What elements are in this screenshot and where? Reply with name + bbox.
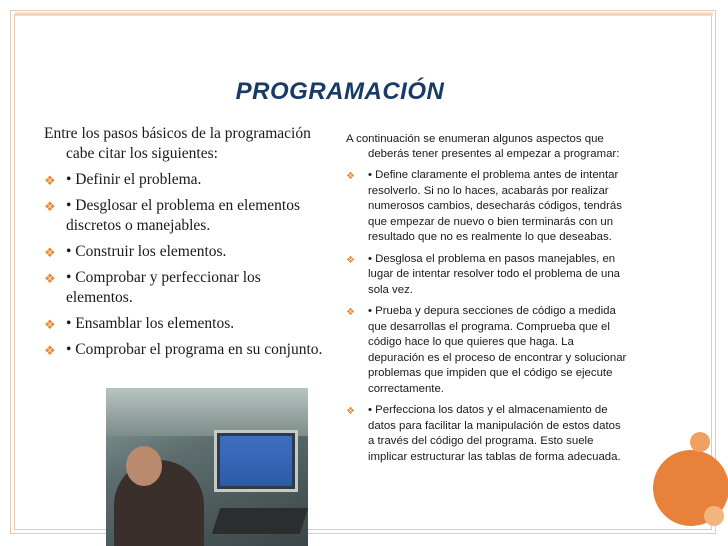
diamond-bullet-icon: ❖ <box>346 254 355 266</box>
diamond-bullet-icon: ❖ <box>346 406 355 417</box>
right-bullet-list <box>346 168 630 465</box>
diamond-bullet-icon: ❖ <box>346 171 355 182</box>
monitor <box>214 430 298 492</box>
list-item-text: • Desglosar el problema en elementos discretos o manejables. <box>66 197 300 234</box>
students-computer-photo <box>106 388 308 546</box>
list-item-text: • Definir el problema. <box>66 171 202 188</box>
list-item <box>346 252 630 299</box>
diamond-bullet-icon: ❖ <box>44 272 56 287</box>
list-item-text: • Desglosa el problema en pasos manejables, en lugar de intentar resolver todo el problema de una sola vez. <box>368 252 621 296</box>
right-intro: A continuación se enumeran algunos aspectos que deberás tener presentes al empezar a programar: <box>346 133 620 160</box>
list-item-text: • Prueba y depura secciones de código a medida que desarrollas el programa. Comprueba que el código hace lo que quieres que haga. La depuración es el proceso de encontrar y solucionar problemas que impiden que el código se ejecute correctamente. <box>368 305 627 395</box>
list-item-text: • Comprobar y perfeccionar los elementos. <box>66 269 261 306</box>
left-intro: Entre los pasos básicos de la programación cabe citar los siguientes: <box>44 125 311 162</box>
list-item-text: • Construir los elementos. <box>66 243 227 260</box>
diamond-bullet-icon: ❖ <box>44 344 56 359</box>
list-item-text: • Ensamblar los elementos. <box>66 315 235 332</box>
decorative-circle-small <box>704 506 724 526</box>
diamond-bullet-icon: ❖ <box>346 307 355 318</box>
list-item <box>346 403 630 465</box>
decorative-circle-small <box>690 432 710 452</box>
diamond-bullet-icon: ❖ <box>44 246 56 261</box>
list-item <box>44 196 326 236</box>
list-item <box>44 268 326 308</box>
slide-title: PROGRAMACIÓN <box>235 78 445 105</box>
list-item-text: • Define claramente el problema antes de intentar resolverlo. Si no lo haces, acabarás por realizar numerosos cambios, desecharás códigos, tendrás que empezar de nuevo o bien terminarás con un resultado que no es realmente lo que deseabas. <box>368 169 622 243</box>
diamond-bullet-icon: ❖ <box>44 174 56 189</box>
list-item <box>44 314 326 334</box>
list-item <box>44 170 326 190</box>
left-bullet-list <box>44 170 326 360</box>
left-column <box>44 124 326 366</box>
diamond-bullet-icon: ❖ <box>44 200 56 215</box>
right-column <box>346 132 630 471</box>
diamond-bullet-icon: ❖ <box>44 318 56 333</box>
list-item-text: • Comprobar el programa en su conjunto. <box>66 341 323 358</box>
list-item <box>44 340 326 360</box>
list-item-text: • Perfecciona los datos y el almacenamiento de datos para facilitar la manipulación de estos datos a través del código del programa. Esto suele implicar estructurar las tablas de forma adecuada. <box>368 404 621 463</box>
list-item <box>346 168 630 246</box>
list-item <box>44 242 326 262</box>
keyboard <box>212 508 308 534</box>
list-item <box>346 304 630 397</box>
